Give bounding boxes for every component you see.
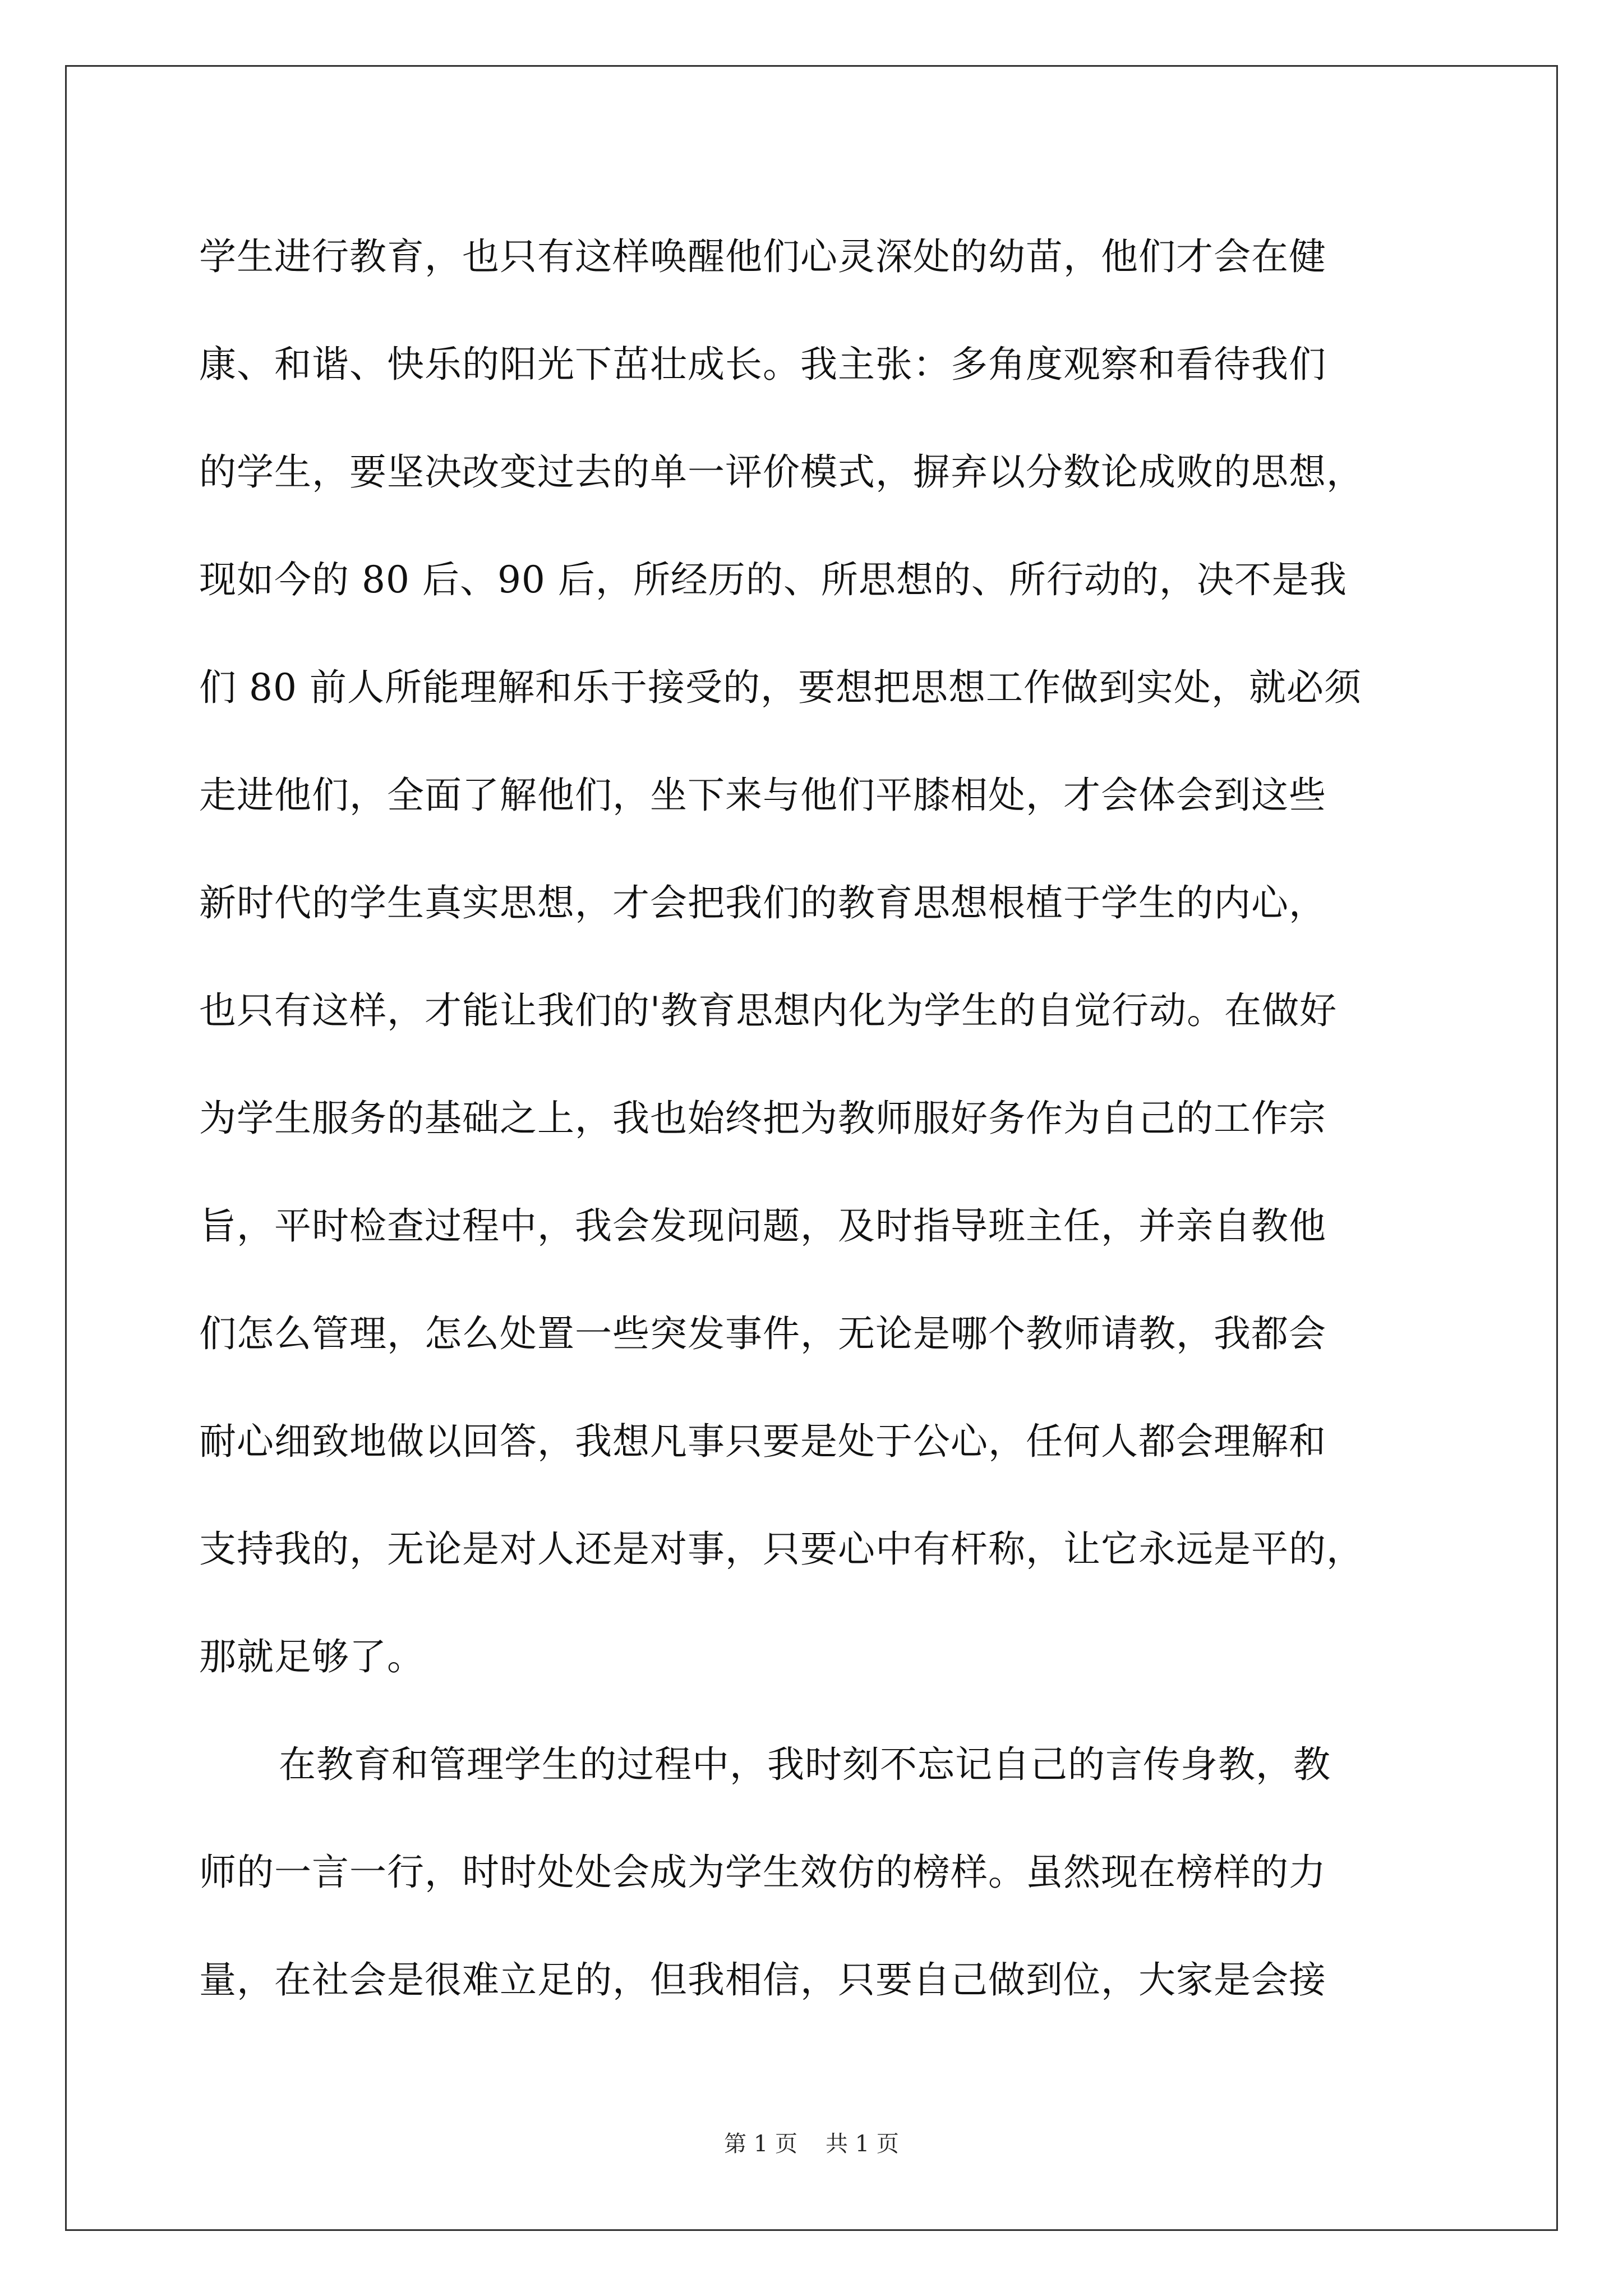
text-line: 耐心细致地做以回答，我想凡事只要是处于公心，任何人都会理解和 (199, 1420, 1326, 1463)
paragraph-start-line: 在教育和管理学生的过程中，我时刻不忘记自己的言传身教，教 (279, 1743, 1331, 1786)
text-line: 新时代的学生真实思想，才会把我们的教育思想根植于学生的内心， (199, 881, 1326, 924)
text-line: 为学生服务的基础之上，我也始终把为教师服好务作为自己的工作宗 (199, 1097, 1326, 1140)
page-footer (0, 2126, 1623, 2158)
text-line: 走进他们，全面了解他们，坐下来与他们平膝相处，才会体会到这些 (199, 774, 1326, 817)
text-line: 现如今的 80 后、90 后，所经历的、所思想的、所行动的，决不是我 (199, 558, 1347, 601)
page-number: 第 1 页 (724, 2131, 797, 2157)
text-line: 量，在社会是很难立足的，但我相信，只要自己做到位，大家是会接 (199, 1958, 1326, 2001)
text-line: 那就足够了。 (199, 1635, 425, 1678)
text-line: 们怎么管理，怎么处置一些突发事件，无论是哪个教师请教，我都会 (199, 1312, 1326, 1355)
text-line: 也只有这样，才能让我们的'教育思想内化为学生的自觉行动。在做好 (199, 989, 1338, 1032)
text-line: 学生进行教育，也只有这样唤醒他们心灵深处的幼苗，他们才会在健 (199, 235, 1326, 278)
document-body (199, 203, 1433, 2034)
page-total: 共 1 页 (826, 2131, 899, 2157)
text-line: 康、和谐、快乐的阳光下茁壮成长。我主张：多角度观察和看待我们 (199, 343, 1326, 386)
text-line: 的学生，要坚决改变过去的单一评价模式，摒弃以分数论成败的思想， (199, 450, 1364, 494)
text-line: 旨，平时检查过程中，我会发现问题，及时指导班主任，并亲自教他 (199, 1204, 1326, 1248)
text-line: 们 80 前人所能理解和乐于接受的，要想把思想工作做到实处，就必须 (199, 666, 1362, 709)
text-line: 支持我的，无论是对人还是对事，只要心中有杆称，让它永远是平的， (199, 1527, 1364, 1571)
text-line: 师的一言一行，时时处处会成为学生效仿的榜样。虽然现在榜样的力 (199, 1851, 1326, 1894)
